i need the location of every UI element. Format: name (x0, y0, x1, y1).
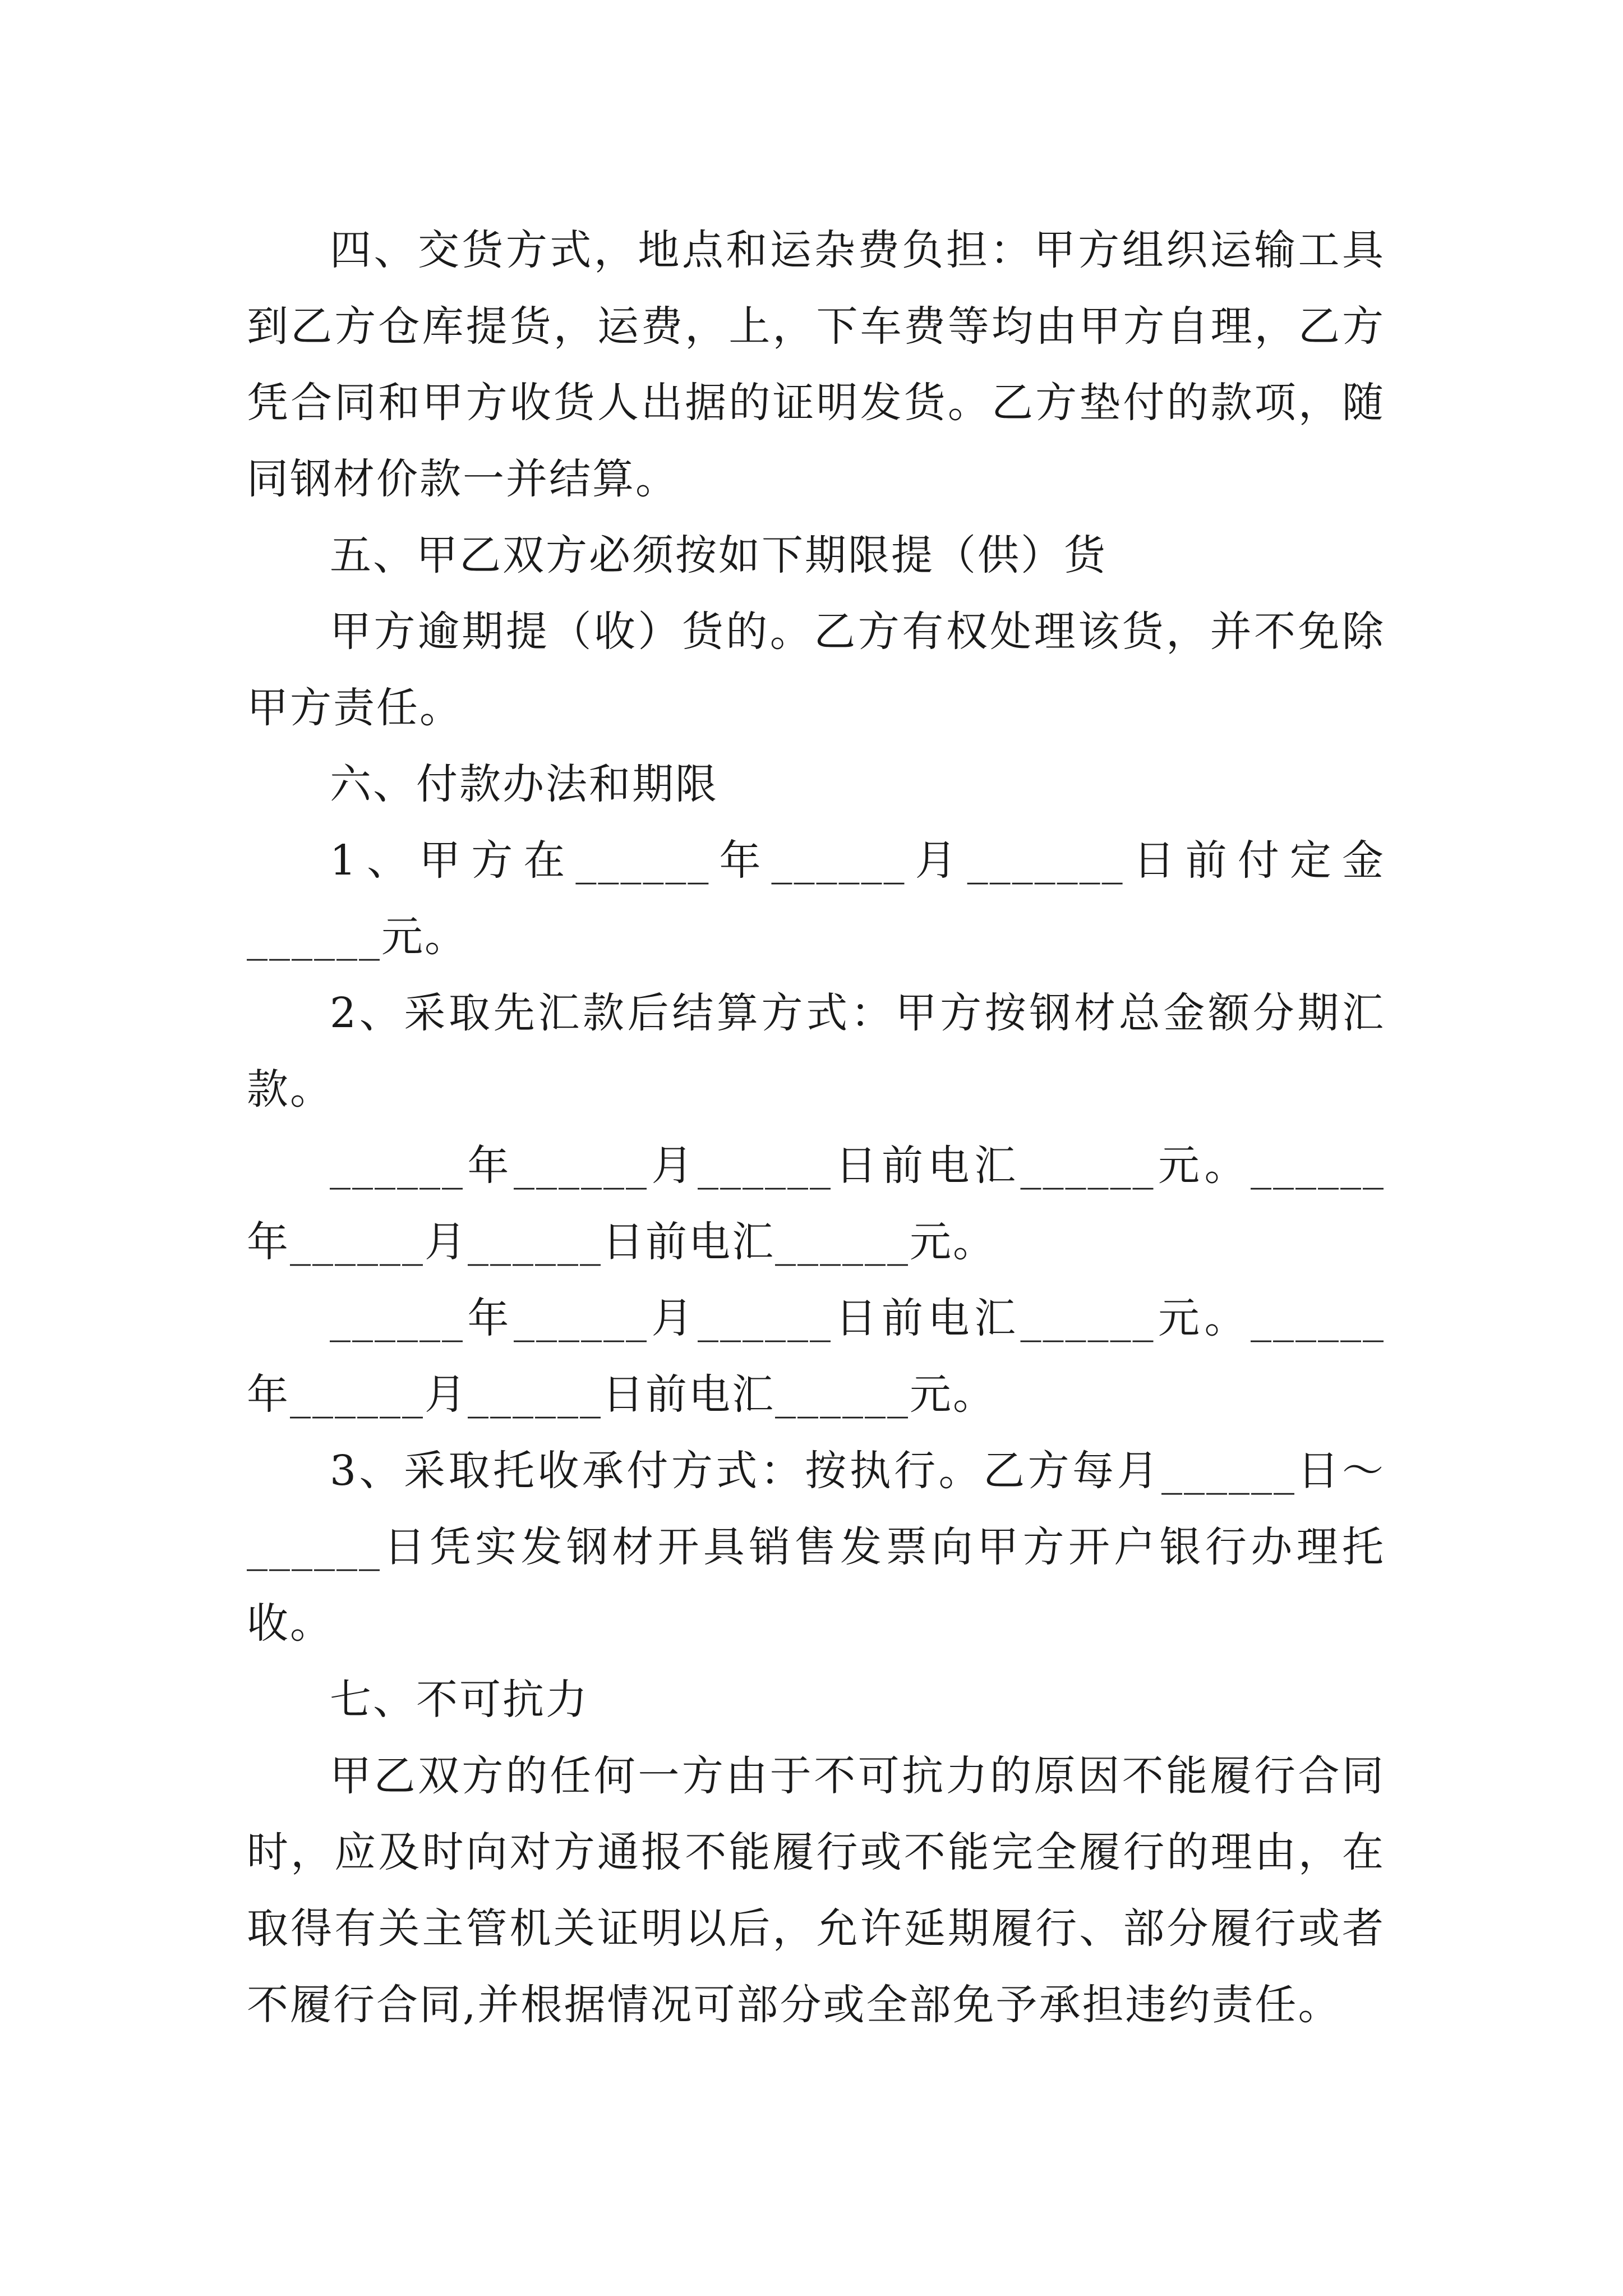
clause-5-body: 甲方逾期提（收）货的。乙方有权处理该货，并不免除甲方责任。 (247, 608, 1385, 732)
clause-6-remittance-line-1: ______年______月______日前电汇______元。______年______月______日前电汇______元。 (247, 1142, 1385, 1266)
clause-6-remittance-line-2: ______年______月______日前电汇______元。______年______月______日前电汇______元。 (247, 1294, 1385, 1419)
clause-7-body: 甲乙双方的任何一方由于不可抗力的原因不能履行合同时，应及时向对方通报不能履行或不能完全履行的理由，在取得有关主管机关证明以后，允许延期履行、部分履行或者不履行合同,并根据情况可部分或全部免予承担违约责任。 (247, 1752, 1385, 2029)
document-body (247, 212, 1385, 2043)
clause-4-delivery: 四、交货方式，地点和运杂费负担：甲方组织运输工具到乙方仓库提货，运费，上，下车费等均由甲方自理，乙方凭合同和甲方收货人出据的证明发货。乙方垫付的款项，随同钢材价款一并结算。 (247, 226, 1385, 503)
clause-7-heading: 七、不可抗力 (330, 1676, 589, 1724)
clause-6-heading: 六、付款办法和期限 (330, 760, 718, 808)
clause-5-heading: 五、甲乙双方必须按如下期限提（供）货 (330, 531, 1107, 579)
clause-6-item-2: 2、采取先汇款后结算方式：甲方按钢材总金额分期汇款。 (247, 989, 1385, 1114)
clause-6-item-3: 3、采取托收承付方式：按执行。乙方每月______日～______日凭实发钢材开具销售发票向甲方开户银行办理托收。 (247, 1447, 1385, 1648)
clause-6-item-1: 1、甲方在______年______月_______日前付定金______元。 (247, 836, 1385, 961)
